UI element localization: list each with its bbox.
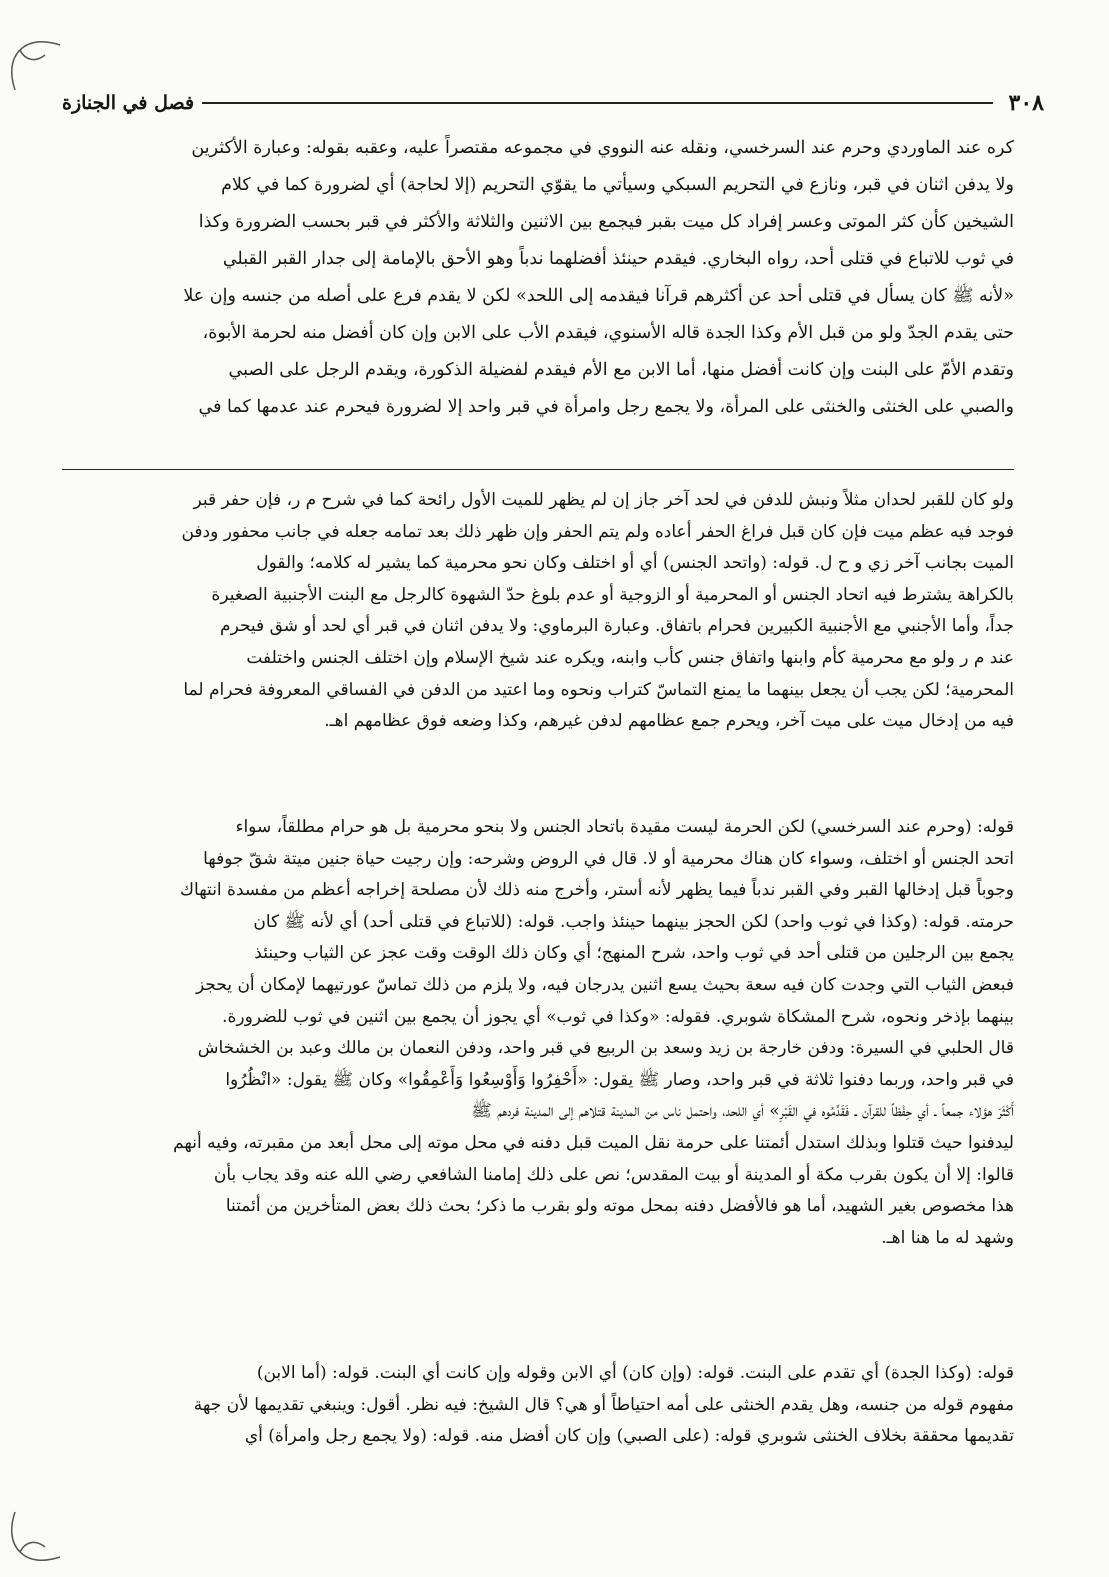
page-header: [62, 88, 1044, 118]
footnote-line: قوله: (وحرم عند السرخسي) لكن الحرمة ليست مقيدة باتحاد الجنس ولا بنحو محرمية بل هو حرام مطلقاً، سواء: [235, 817, 1014, 837]
footnote-line: فيه من إدخال ميت على ميت آخر، ويحرم جمع عظامهم لدفن غيرهم، وكذا وضعه فوق عظامهم اهـ.: [324, 711, 1014, 732]
chapter-title: فصل في الجنازة: [62, 92, 195, 114]
footnote-line: فوجد فيه عظم ميت فإن كان قبل فراغ الحفر أعاده ولم يتم الحفر وإن ظهر ذلك بعد تمامه جعله في جانب محفور ودفن: [181, 521, 1014, 542]
corner-ornament-icon: [5, 1507, 65, 1567]
main-line: «لأنه ﷺ كان يسأل في قتلى أحد عن أكثرهم قرآنا فيقدمه إلى اللحد» لكن لا يقدم فرع على أصله من جنسه وإن علا: [183, 286, 1014, 306]
footnote-line: يجمع بين الرجلين من قتلى أحد في ثوب واحد، شرح المنهج؛ أي وكان ذلك الوقت وقت عجز عن الثياب وحينئذ: [254, 943, 1014, 964]
footnote-line: تقديمها محققة بخلاف الخنثى شوبري قوله: (على الصبي) وإن كان أفضل منه. قوله: (ولا يجمع رجل وامرأة) أي: [244, 1426, 1014, 1447]
footnote-line: عند م ر ولو مع محرمية كأم وابنها واتفاق جنس كأب وابنه، ويكره عند شيخ الإسلام وإن اختلف الجنس واختلفت: [246, 647, 1014, 668]
footnote-line: وشهد له ما هنا اهـ.: [881, 1227, 1014, 1248]
footnote-1: [62, 485, 1014, 738]
footnote-line: فبعض الثياب التي وجدت كان فيه سعة بحيث يسع اثنين يدرجان فيه، ولا يلزم من ذلك تماسّ عورتيهما لإمكان أن يحجز: [195, 974, 1014, 995]
main-text: [62, 130, 1014, 426]
main-line: والصبي على الخنثى والخنثى على المرأة، ولا يجمع رجل وامرأة في قبر واحد إلا لضرورة فيحرم عند عدمها كما في: [198, 397, 1014, 417]
main-line: كره عند الماوردي وحرم عند السرخسي، ونقله عنه النووي في مجموعه مقتصراً عليه، وعقبه بقوله: وعبارة الأكثرين: [191, 138, 1014, 158]
footnote-line: في قبر واحد، وربما دفنوا ثلاثة في قبر واحد، وصار ﷺ يقول: «أَحْفِرُوا وَأَوْسِعُوا وَأَعْمِقُوا» وكان ﷺ يقول: «انْظُرُوا: [225, 1069, 1014, 1090]
main-line: وتقدم الأمّ على البنت وإن كانت أفضل منها، أما الابن مع الأم فيقدم لفضيلة الذكورة، ويقدم الرجل على الصبي: [228, 360, 1014, 380]
footnote-line: جداً، وأما الأجنبي مع الأجنبية الكبيرين فحرام باتفاق. وعبارة البرماوي: ولا يدفن اثنان في قبر أي لحد أو شق فيحرم: [220, 616, 1014, 637]
main-line: في ثوب للاتباع في قتلى أحد، رواه البخاري. فيقدم حينئذ أفضلهما ندباً وهو الأحق بالإمامة إلى جدار القبر القبلي: [222, 249, 1014, 269]
page-number: ٣٠٨: [1008, 90, 1044, 116]
footnote-2: [62, 812, 1014, 1254]
footnote-line: مفهوم قوله من جنسه، وهل يقدم الخنثى على أمه احتياطاً أو هي؟ قال الشيخ: فيه نظر. أقول: وينبغي تقديمها لأن جهة: [193, 1394, 1014, 1415]
footnote-line: بينهما بإذخر ونحوه، شرح المشكاة شوبري. فقوله: «وكذا في ثوب» أي يجوز أن يجمع بين اثنين في ثوب للضرورة.: [222, 1006, 1014, 1027]
footnote-line: الميت بجانب آخر زي و ح ل. قوله: (واتحد الجنس) أي أو اختلف وكان نحو محرمية كما يشير له كلامه؛ والقول: [256, 553, 1014, 574]
footnote-line: حرمته. قوله: (وكذا في ثوب واحد) لكن الحجز بينهما حينئذ واجب. قوله: (للاتباع في قتلى أحد) أي لأنه ﷺ كان: [253, 911, 1014, 932]
footnote-line: بالكراهة يشترط فيه اتحاد الجنس أو المحرمية أو الزوجية أو عدم بلوغ حدّ الشهوة كالرجل مع البنت الأجنبية الصغيرة: [211, 584, 1014, 605]
main-line: الشيخين كأن كثر الموتى وعسر إفراد كل ميت بقبر فيجمع بين الاثنين والثلاثة والأكثر في قبر بحسب الضرورة وكذا: [198, 212, 1014, 232]
footnote-3: [62, 1358, 1014, 1453]
footnote-separator: [62, 469, 1014, 470]
footnote-line: هذا مخصوص بغير الشهيد، أما هو فالأفضل دفنه بمحل موته ولو بقرب ما ذكر؛ بحث ذلك بعض المتأخرين من أئمتنا: [225, 1196, 1014, 1217]
footnote-line: قوله: (وكذا الجدة) أي تقدم على البنت. قوله: (وإن كان) أي الابن وقوله وإن كانت أي البنت. قوله: (أما الابن): [256, 1363, 1014, 1383]
main-line: ولا يدفن اثنان في قبر، ونازع في التحريم السبكي وسيأتي ما يقوّي التحريم (إلا لحاجة) أي لضرورة كما في كلام: [221, 175, 1014, 195]
footnote-line: وجوباً قبل إدخالها القبر وفي القبر ندباً فيما يظهر لأنه أستر، وأخرج منه ذلك لأن مصلحة إخراجه أعظم من مفسدة انتهاك: [180, 880, 1014, 901]
footnote-line: ليدفنوا حيث قتلوا وبذلك استدل أئمتنا على حرمة نقل الميت قبل دفنه في محل موته إلى محل أبعد من مقبرته، وفيه أنهم: [173, 1132, 1014, 1153]
corner-ornament-icon: [5, 35, 65, 95]
header-rule: [202, 102, 992, 104]
footnote-line: قالوا: إلا أن يكون بقرب مكة أو المدينة أو بيت المقدس؛ نص على ذلك إمامنا الشافعي رضي الله عنه وقد يجاب بأن: [213, 1164, 1014, 1185]
footnote-line: قال الحلبي في السيرة: ودفن خارجة بن زيد وسعد بن الربيع في قبر واحد، ودفن النعمان بن مالك وعبد بن الخشخاش: [197, 1038, 1014, 1059]
footnote-line: المحرمية؛ لكن يجب أن يجعل بينهما ما يمنع التماسّ كتراب ونحوه وما اعتيد من الدفن في الفساقي المعروفة فحرام لما: [183, 679, 1014, 700]
footnote-line: أَكْثَرَ هؤلاء جمعاً ـ أي حِفْظاً للقرآن ـ فَقَدِّمُوه في القَبْرِ» أي اللحد، واحتمل ناس من المدينة قتلاهم إلى المدينة فردهم ﷺ: [471, 1101, 1014, 1122]
footnote-line: ولو كان للقبر لحدان مثلاً ونبش للدفن في لحد آخر جاز إن لم يظهر للميت الأول رائحة كما في شرح م ر، فإن حفر قبر: [193, 490, 1014, 510]
main-line: حتى يقدم الجدّ ولو من قبل الأم وكذا الجدة قاله الأسنوي، فيقدم الأب على الابن وإن كان أفضل منه لحرمة الأبوة،: [202, 323, 1014, 343]
footnote-line: اتحد الجنس أو اختلف، وسواء كان هناك محرمية أو لا. قال في الروض وشرحه: وإن رجيت حياة جنين ميتة شقّ جوفها: [203, 848, 1014, 869]
